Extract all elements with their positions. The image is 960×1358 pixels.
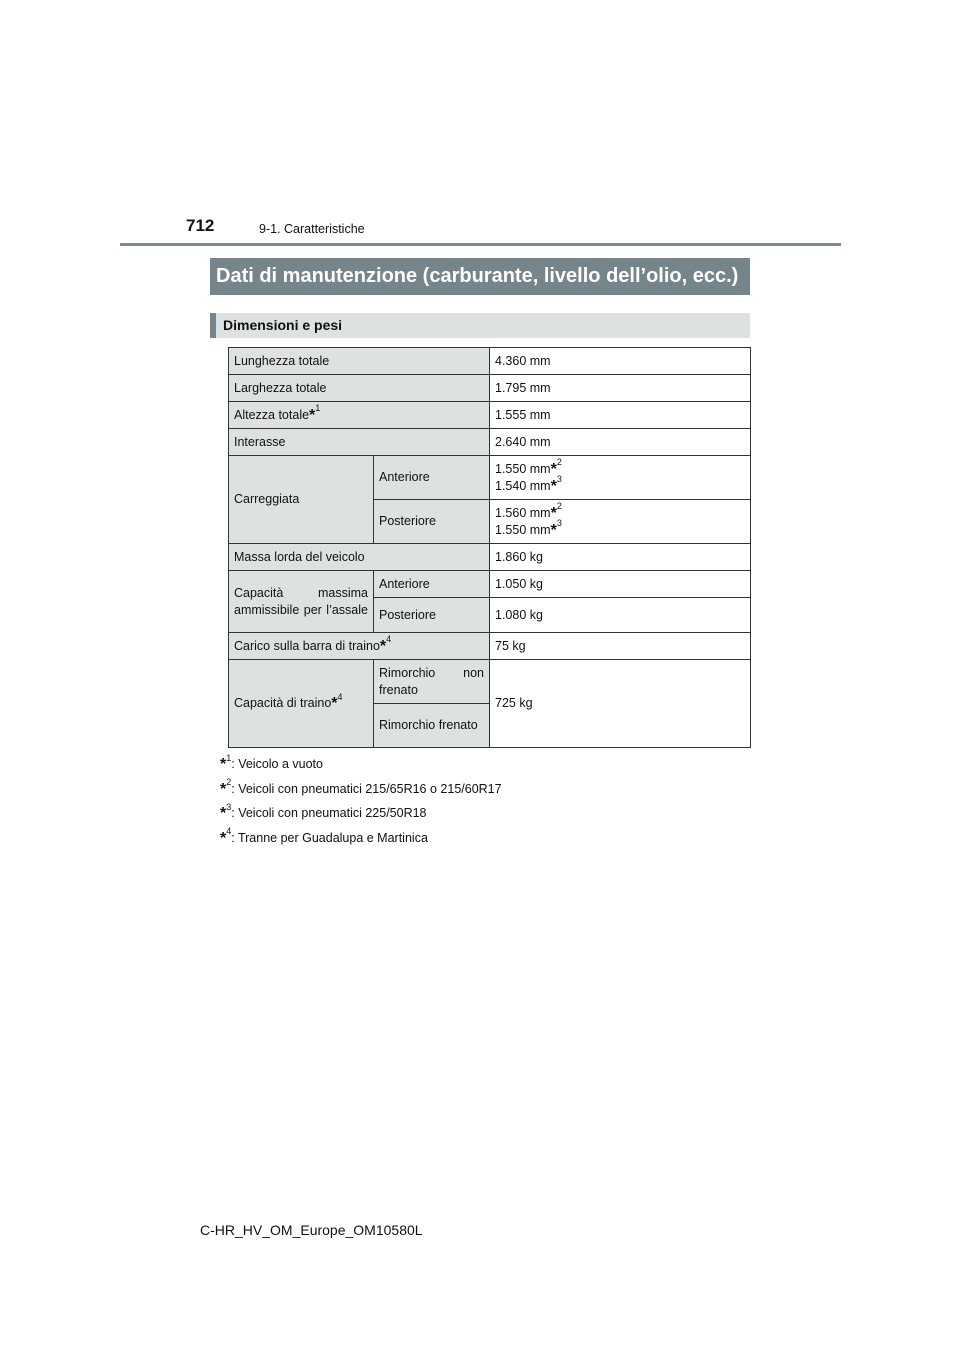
- value-text: 1.560 mm: [495, 505, 551, 520]
- label-text: Rimorchio non frenato: [379, 665, 484, 697]
- label-text: Anteriore: [379, 470, 430, 484]
- value-text: 1.550 mm: [495, 522, 551, 537]
- row-value: [490, 456, 751, 500]
- row-value: [490, 544, 751, 571]
- sub-label: [374, 660, 490, 704]
- page-number: 712: [186, 216, 215, 235]
- label-text: Rimorchio frenato: [379, 718, 478, 732]
- row-label: [229, 456, 374, 544]
- footnote-asterisk: *: [220, 829, 227, 847]
- row-value: [490, 375, 751, 402]
- value-text: 1.050 kg: [495, 576, 543, 591]
- subsection-title: Dimensioni e pesi: [223, 317, 343, 333]
- table-row: [229, 571, 751, 598]
- footnote-ref: 3: [556, 474, 562, 485]
- footnote-text: : Veicoli con pneumatici 215/65R16 o 215/60R17: [231, 781, 502, 796]
- footnote-text: : Tranne per Guadalupa e Martinica: [231, 830, 428, 845]
- subsection-marker: [210, 313, 216, 338]
- footnote-asterisk: *: [309, 406, 316, 424]
- page-title: Dati di manutenzione (carburante, livello dell’olio, ecc.): [210, 258, 750, 295]
- row-value: [490, 571, 751, 598]
- label-text: Carreggiata: [234, 492, 300, 506]
- footnote-ref: 2: [556, 457, 562, 468]
- subsection-header: [210, 313, 750, 338]
- label-text: Larghezza totale: [234, 380, 327, 395]
- sub-label: [374, 500, 490, 544]
- label-text: Carico sulla barra di traino: [234, 638, 380, 653]
- value-text: 725 kg: [495, 696, 533, 710]
- row-label: [229, 402, 490, 429]
- footnote-number: 3: [226, 801, 232, 812]
- table-row: [229, 544, 751, 571]
- footnote: [220, 777, 502, 802]
- footnote-number: 1: [226, 752, 232, 763]
- row-value: [490, 429, 751, 456]
- row-value: [490, 402, 751, 429]
- footnote-ref: 2: [556, 501, 562, 512]
- footnote-ref: 4: [337, 691, 343, 702]
- label-text: Posteriore: [379, 514, 436, 528]
- footnote-asterisk: *: [550, 477, 557, 495]
- footnote-asterisk: *: [550, 521, 557, 539]
- value-text: 1.540 mm: [495, 478, 551, 493]
- sub-label: [374, 598, 490, 633]
- sub-label: [374, 704, 490, 748]
- value-text: 1.555 mm: [495, 407, 551, 422]
- table-row: [229, 429, 751, 456]
- sub-label: [374, 571, 490, 598]
- footnote-asterisk: *: [220, 780, 227, 798]
- footnote-asterisk: *: [220, 805, 227, 822]
- row-label: [229, 348, 490, 375]
- value-text: 2.640 mm: [495, 434, 551, 449]
- footnote: [220, 801, 502, 826]
- specs-table: [228, 347, 751, 748]
- row-label: [229, 544, 490, 571]
- footnote-asterisk: *: [550, 460, 557, 478]
- footnote-ref: 3: [556, 518, 562, 529]
- table-row: [229, 402, 751, 429]
- table-row: [229, 348, 751, 375]
- row-label: [229, 571, 374, 633]
- footnotes: [220, 752, 502, 850]
- footnote-asterisk: *: [331, 695, 338, 712]
- footnote-number: 4: [226, 826, 232, 837]
- row-value: [490, 598, 751, 633]
- row-value: [490, 500, 751, 544]
- footnote-asterisk: *: [550, 504, 557, 522]
- value-text: 1.080 kg: [495, 607, 543, 622]
- label-text: Capacità di traino: [234, 696, 332, 710]
- footnote-text: : Veicoli con pneumatici 225/50R18: [231, 806, 427, 820]
- table-row: [229, 633, 751, 660]
- footnote: [220, 826, 502, 851]
- header-rule: [120, 243, 841, 246]
- footnote-text: : Veicolo a vuoto: [231, 757, 323, 771]
- label-text: Lunghezza totale: [234, 353, 330, 368]
- row-label: [229, 633, 490, 660]
- value-text: 1.550 mm: [495, 461, 551, 476]
- sub-label: [374, 456, 490, 500]
- row-value: [490, 633, 751, 660]
- label-text: Capacità massima ammissibile per l’assale: [234, 585, 368, 617]
- footnote-ref: 4: [386, 634, 392, 645]
- row-value: [490, 660, 751, 748]
- footnote: [220, 752, 502, 777]
- value-text: 4.360 mm: [495, 353, 551, 368]
- footnote-asterisk: *: [379, 637, 387, 655]
- footer-document-code: C-HR_HV_OM_Europe_OM10580L: [200, 1222, 423, 1238]
- row-label: [229, 429, 490, 456]
- table-row: [229, 660, 751, 704]
- label-text: Interasse: [234, 434, 286, 449]
- row-label: [229, 660, 374, 748]
- value-text: 1.795 mm: [495, 380, 551, 395]
- section-title: 9-1. Caratteristiche: [259, 222, 365, 236]
- footnote-ref: 1: [315, 403, 321, 414]
- value-text: 75 kg: [495, 638, 526, 653]
- table-row: [229, 456, 751, 500]
- row-value: [490, 348, 751, 375]
- footnote-asterisk: *: [220, 756, 227, 773]
- value-text: 1.860 kg: [495, 549, 543, 564]
- footnote-number: 2: [226, 777, 232, 788]
- row-label: [229, 375, 490, 402]
- label-text: Massa lorda del veicolo: [234, 549, 365, 564]
- table-row: [229, 375, 751, 402]
- label-text: Altezza totale: [234, 407, 310, 422]
- label-text: Anteriore: [379, 576, 430, 591]
- label-text: Posteriore: [379, 607, 436, 622]
